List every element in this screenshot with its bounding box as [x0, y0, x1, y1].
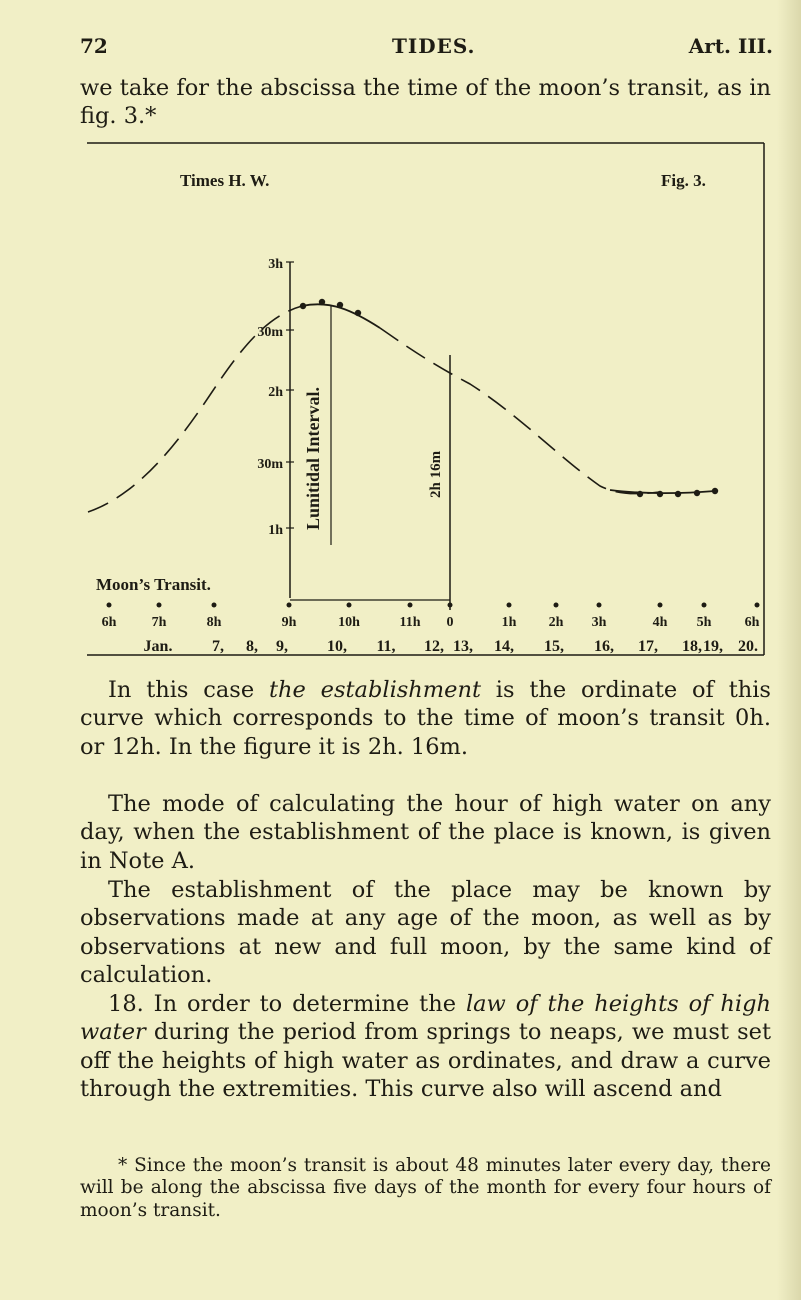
transit-dots — [107, 603, 760, 608]
transit-hour-label: 10h — [338, 615, 360, 630]
paragraph-establishment: In this case the establishment is the ordinate of this curve which corresponds to the time of moon’s transit 0h. or 12h. In the figure it is 2h. 16m. — [80, 677, 771, 760]
date-label: 10, — [327, 638, 347, 655]
y-tick-label: 1h — [268, 523, 283, 538]
date-label: 19, — [703, 638, 723, 655]
curve-point — [694, 490, 700, 496]
footnote: * Since the moon’s transit is about 48 minutes later every day, there will be along the abscissa five days of the month for every four hours of moon’s transit. — [80, 1155, 771, 1221]
y-tick-label: 30m — [257, 457, 283, 472]
transit-dot — [448, 603, 453, 608]
x-axis-title: Moon’s Transit. — [96, 575, 211, 594]
date-label: 12, — [424, 638, 444, 655]
date-label: 14, — [494, 638, 514, 655]
date-label: 7, — [212, 638, 224, 655]
transit-dot — [287, 603, 292, 608]
transit-dot — [212, 603, 217, 608]
transit-hour-label: 9h — [281, 615, 297, 630]
curve-point — [712, 488, 718, 494]
transit-dot — [597, 603, 602, 608]
date-label: 18, — [682, 638, 702, 655]
transit-dot — [107, 603, 112, 608]
date-label: 20. — [738, 638, 758, 655]
transit-dot — [755, 603, 760, 608]
transit-hour-label: 6h — [744, 615, 760, 630]
date-label: 9, — [276, 638, 288, 655]
paragraph-heights: 18. In order to determine the law of the heights of high water during the period from springs to neaps, we must set off the heights of high water as ordinates, and draw a curve through the extremities. This curve also will ascend and — [80, 991, 771, 1103]
running-title: TIDES. — [392, 34, 476, 58]
transit-hour-label: 1h — [501, 615, 517, 630]
transit-hour-label: 3h — [591, 615, 607, 630]
curve-point — [637, 491, 643, 497]
paragraph-calculation: The mode of calculating the hour of high water on any day, when the establishment of the place is known, is given in Note A. — [80, 791, 771, 874]
figure-label: Fig. 3. — [661, 171, 706, 190]
y-tick-label: 2h — [268, 385, 283, 400]
date-prefix: Jan. — [143, 638, 173, 655]
curve-point — [355, 310, 361, 316]
curve-point — [300, 303, 306, 309]
tide-curve-falling — [380, 328, 660, 494]
transit-hour-label: 0 — [446, 615, 454, 630]
curve-point — [675, 491, 681, 497]
transit-dot — [408, 603, 413, 608]
transit-hour-label: 11h — [399, 615, 421, 630]
transit-dot — [507, 603, 512, 608]
curve-point — [337, 302, 343, 308]
transit-dot — [702, 603, 707, 608]
transit-dot — [347, 603, 352, 608]
interval-label: Lunitidal Interval. — [303, 386, 323, 530]
establishment-label: 2h 16m — [428, 450, 444, 498]
date-label: 8, — [246, 638, 258, 655]
transit-dot — [658, 603, 663, 608]
curve-point — [657, 491, 663, 497]
article-label: Art. III. — [688, 34, 773, 58]
transit-hour-label: 7h — [151, 615, 167, 630]
page-number: 72 — [80, 34, 108, 58]
date-label: 13, — [453, 638, 473, 655]
date-label: 11, — [376, 638, 396, 655]
transit-hour-labels — [102, 615, 760, 630]
y-axis-title: Times H. W. — [180, 171, 270, 190]
y-tick-label: 30m — [257, 325, 283, 340]
date-label: 16, — [594, 638, 614, 655]
transit-hour-label: 4h — [652, 615, 668, 630]
transit-hour-label: 8h — [206, 615, 222, 630]
transit-dot — [157, 603, 162, 608]
date-label: 15, — [544, 638, 564, 655]
curve-point — [319, 299, 325, 305]
date-labels — [144, 638, 758, 655]
paragraph-observations: The establishment of the place may be known by observations made at any age of the moon, as well as by observations at new and full moon, by the same kind of calculation. — [80, 877, 771, 989]
transit-hour-label: 6h — [101, 615, 117, 630]
transit-hour-label: 5h — [696, 615, 712, 630]
y-tick-label: 3h — [268, 257, 283, 272]
intro-text: we take for the abscissa the time of the moon’s transit, as in fig. 3.* — [80, 75, 771, 130]
date-label: 17, — [638, 638, 658, 655]
transit-dot — [554, 603, 559, 608]
transit-hour-label: 2h — [548, 615, 564, 630]
